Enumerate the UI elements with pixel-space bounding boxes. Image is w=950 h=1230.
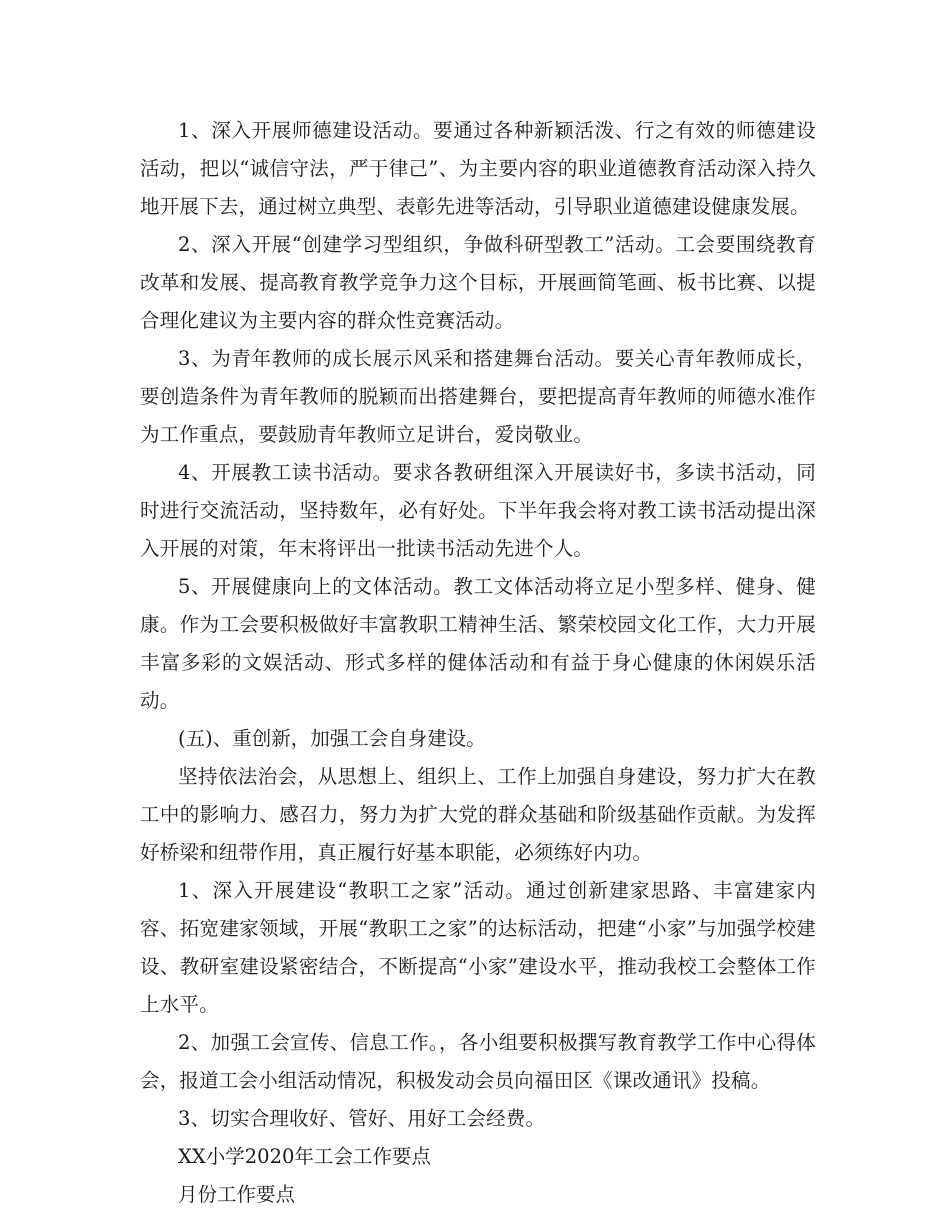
paragraph-teacher-ethics: 1、深入开展师德建设活动。要通过各种新颖活泼、行之有效的师德建设活动，把以“诚信守法，严于律己”、为主要内容的职业道德教育活动深入持久地开展下去，通过树立典型、表彰先进等活动，引导职业道德建设健康发展。 [140,119,816,218]
paragraph-young-teachers: 3、为青年教师的成长展示风采和搭建舞台活动。要关心青年教师成长，要创造条件为青年教师的脱颖而出搭建舞台，要把提高青年教师的师德水准作为工作重点，要鼓励青年教师立足讲台，爱岗敬业。 [140,347,816,446]
paragraph-funds: 3、切实合理收好、管好、用好工会经费。 [178,1107,546,1130]
paragraph-reading-activity: 4、开展教工读书活动。要求各教研组深入开展读好书，多读书活动，同时进行交流活动，坚持数年，必有好处。下半年我会将对教工读书活动提出深入开展的对策，年末将评出一批读书活动先进个人。 [140,461,816,560]
section-heading-innovation: (五)、重创新，加强工会自身建设。 [178,727,486,750]
document-subtitle: XX小学2020年工会工作要点 [178,1145,431,1168]
paragraph-rule-of-law: 坚持依法治会，从思想上、组织上、工作上加强自身建设，努力扩大在教工中的影响力、感召力，努力为扩大党的群众基础和阶级基础作贡献。为发挥好桥梁和纽带作用，真正履行好基本职能，必须练好内功。 [140,765,816,864]
paragraph-publicity: 2、加强工会宣传、信息工作。，各小组要积极撰写教育教学工作中心得体会，报道工会小组活动情况，积极发动会员向福田区《课改通讯》投稿。 [140,1031,816,1092]
paragraph-sports-culture: 5、开展健康向上的文体活动。教工文体活动将立足小型多样、健身、健康。作为工会要积极做好丰富教职工精神生活、繁荣校园文化工作，大力开展丰富多彩的文娱活动、形式多样的健体活动和有益于身心健康的休闲娱乐活动。 [140,575,816,712]
document-body [140,112,816,1214]
paragraph-learning-organization: 2、深入开展“创建学习型组织，争做科研型教工”活动。工会要围绕教育改革和发展、提高教育教学竞争力这个目标，开展画简笔画、板书比赛、以提合理化建议为主要内容的群众性竞赛活动。 [140,233,816,332]
paragraph-staff-home: 1、深入开展建设“教职工之家”活动。通过创新建家思路、丰富建家内容、拓宽建家领域，开展“教职工之家”的达标活动，把建“小家”与加强学校建设、教研室建设紧密结合，不断提高“小家”建设水平，推动我校工会整体工作上水平。 [140,879,816,1016]
monthly-key-points-heading: 月份工作要点 [178,1183,296,1206]
